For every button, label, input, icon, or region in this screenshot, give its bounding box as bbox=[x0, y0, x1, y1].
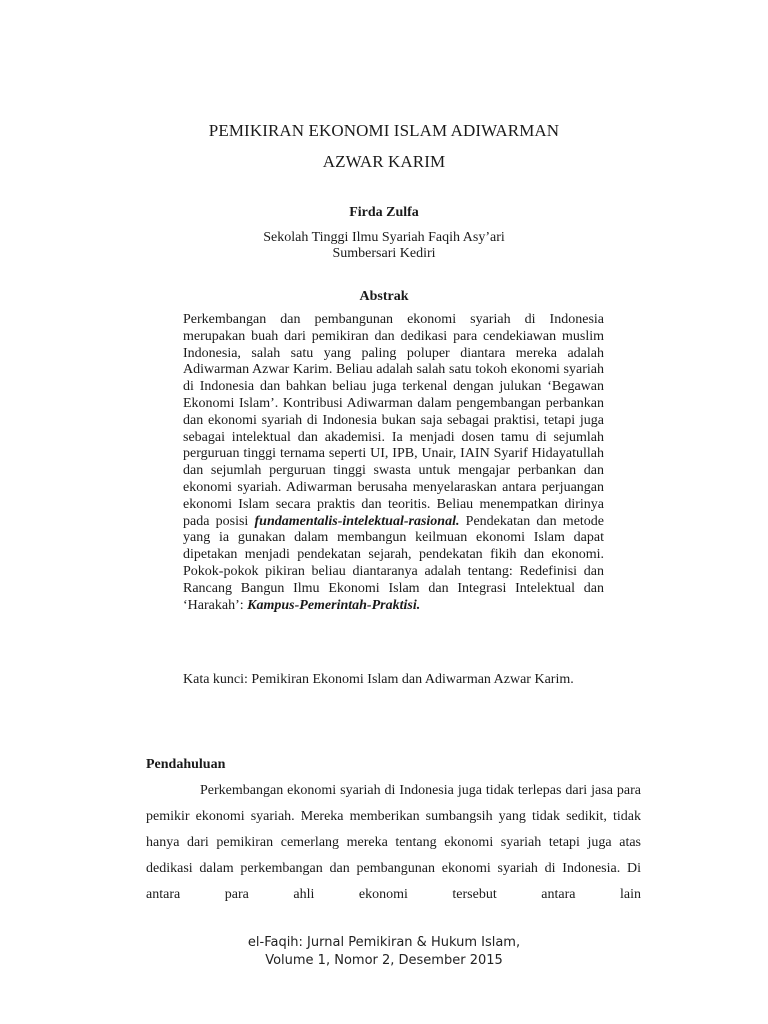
introduction-paragraph bbox=[146, 778, 641, 908]
introduction-text: Perkembangan ekonomi syariah di Indonesia juga tidak terlepas dari jasa para pemikir ekonomi syariah. Mereka memberikan sumbangsih yang tidak sedikit, tidak hanya dari pemikiran cemerlang mereka tentang ekonomi syariah tetapi juga atas dedikasi dalam perkembangan dan pembangunan ekonomi syariah di Indonesia. Di antara para ahli ekonomi tersebut antara lain bbox=[146, 783, 641, 902]
author-name: Firda Zulfa bbox=[349, 205, 419, 220]
affiliation-line-2: Sumbersari Kediri bbox=[332, 246, 436, 261]
keywords: Kata kunci: Pemikiran Ekonomi Islam dan Adiwarman Azwar Karim. bbox=[183, 672, 574, 687]
abstract-emphasis-position: fundamentalis-intelektual-rasional. bbox=[254, 513, 460, 529]
abstract-text-part-1: Perkembangan dan pembangunan ekonomi syariah di Indonesia merupakan buah dari pemikiran dan dedikasi para cendekiawan muslim Indonesia, salah satu yang paling poluper diantara mereka adalah Adiwarman Azwar Karim. Beliau adalah salah satu tokoh ekonomi syariah di Indonesia dan bahkan beliau juga terkenal dengan julukan ‘Begawan Ekonomi Islam’. Kontribusi Adiwarman dalam pengembangan perbankan dan ekonomi syariah di Indonesia bukan saja sebagai praktisi, tetapi juga sebagai intelektual dan akademisi. Ia menjadi dosen tamu di sejumlah perguruan tinggi ternama seperti UI, IPB, Unair, IAIN Syarif Hidayatullah dan sejumlah perguruan tinggi swasta untuk mengajar perbankan dan ekonomi syariah. Adiwarman berusaha menyelaraskan antara perjuangan ekonomi Islam secara praktis dan teoritis. Beliau menempatkan dirinya pada posisi bbox=[183, 312, 604, 529]
abstract-body bbox=[183, 312, 604, 614]
section-heading: Pendahuluan bbox=[146, 757, 226, 772]
abstract-text-part-2: Pendekatan dan metode yang ia gunakan dalam membangun keilmuan ekonomi Islam dapat dipetakan menjadi pendekatan sejarah, pendekatan fikih dan ekonomi. Pokok-pokok pikiran beliau diantaranya adalah tentang: Redefinisi dan Rancang Bangun Ilmu Ekonomi Islam dan Integrasi Intelektual dan ‘Harakah’: bbox=[183, 513, 605, 613]
affiliation-line-1: Sekolah Tinggi Ilmu Syariah Faqih Asy’ari bbox=[263, 230, 505, 245]
paper-title-line-2: AZWAR KARIM bbox=[322, 152, 446, 171]
footer-journal-name: el-Faqih: Jurnal Pemikiran & Hukum Islam, bbox=[247, 935, 521, 950]
footer-issue: Volume 1, Nomor 2, Desember 2015 bbox=[265, 953, 503, 968]
paper-title-line-1: PEMIKIRAN EKONOMI ISLAM ADIWARMAN bbox=[208, 121, 560, 140]
abstract-heading: Abstrak bbox=[359, 289, 409, 304]
abstract-emphasis-harakah: Kampus-Pemerintah-Praktisi. bbox=[247, 597, 421, 613]
